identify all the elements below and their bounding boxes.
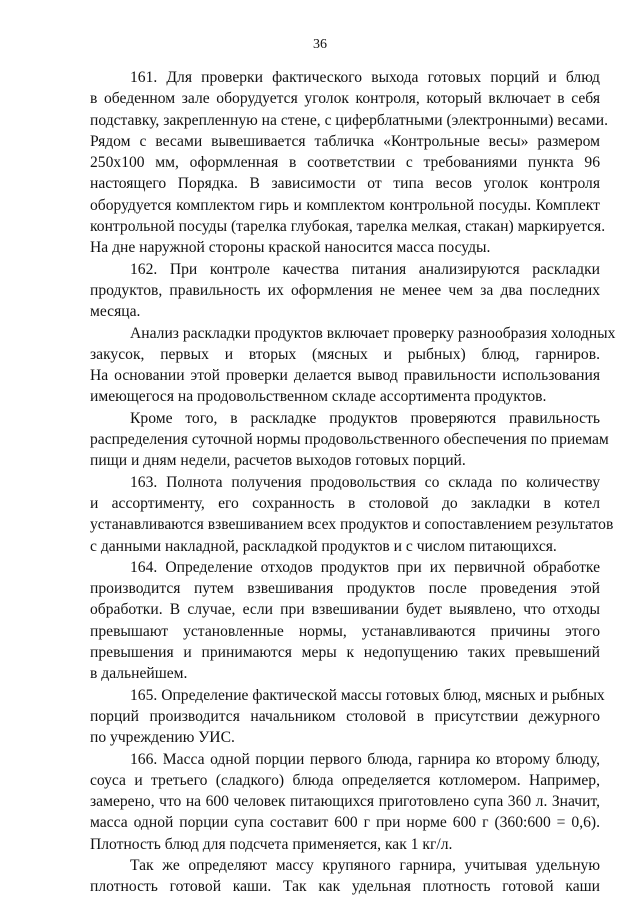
text-line: Кроме того, в раскладке продуктов проверяются правильность: [130, 409, 600, 427]
text-line: масса одной порции супа составит 600 г при норме 600 г (360:600 = 0,6).: [90, 814, 600, 832]
text-line: плотность готовой каши. Так как удельная плотность готовой каши: [90, 878, 600, 896]
text-line: и ассортименту, его сохранность в столовой до закладки в котел: [90, 494, 600, 512]
text-line: в обеденном зале оборудуется уголок контроля, который включает в себя: [90, 90, 600, 108]
text-line: Так же определяют массу крупяного гарнира, учитывая удельную: [130, 856, 600, 874]
text-line: 161. Для проверки фактического выхода готовых порций и блюд: [130, 69, 600, 86]
text-line: обработки. В случае, если при взвешивании будет выявлено, что отходы: [90, 601, 600, 619]
text-line: продуктов, правильность их оформления не менее чем за два последних: [90, 281, 600, 299]
paragraph: [90, 749, 600, 855]
paragraph: [90, 557, 600, 685]
text-line: Плотность блюд для подсчета применяется, как 1 кг/л.: [90, 835, 453, 853]
page-number: 36: [313, 37, 327, 52]
document-body: [90, 67, 616, 898]
paragraph: [90, 472, 614, 557]
text-line: месяца.: [90, 303, 141, 321]
text-line: 250x100 мм, оформленная в соответствии с требованиями пункта 96: [90, 154, 600, 172]
text-line: 163. Полнота получения продовольствия со склада по количеству: [130, 473, 600, 491]
text-line: превышают установленные нормы, устанавливаются причины этого: [90, 622, 600, 640]
text-line: оборудуется комплектом гирь и комплектом контрольной посуды. Комплект: [90, 196, 600, 214]
paragraph: [90, 67, 608, 259]
text-line: замерено, что на 600 человек питающихся приготовлено супа 360 л. Значит,: [90, 793, 600, 811]
text-line: контрольной посуды (тарелка глубокая, тарелка мелкая, стакан) маркируется.: [90, 218, 606, 236]
text-line: 164. Определение отходов продуктов при их первичной обработке: [130, 558, 600, 576]
text-line: устанавливаются взвешиванием всех продуктов и сопоставлением результатов: [90, 516, 614, 534]
paragraph: [90, 685, 605, 749]
text-line: производится путем взвешивания продуктов после проведения этой: [90, 580, 600, 598]
text-line: распределения суточной нормы продовольственного обеспечения по приемам: [90, 431, 609, 449]
text-line: На дне наружной стороны краской наносится масса посуды.: [90, 239, 491, 257]
text-line: по учреждению УИС.: [90, 729, 235, 747]
text-line: 162. При контроле качества питания анализируются раскладки: [130, 260, 600, 278]
paragraph: [90, 323, 616, 408]
text-line: в дальнейшем.: [90, 665, 188, 683]
paragraph: [90, 408, 609, 472]
paragraph: [90, 855, 600, 898]
text-line: 165. Определение фактической массы готовых блюд, мясных и рыбных: [130, 686, 605, 704]
text-line: настоящего Порядка. В зависимости от типа весов уголок контроля: [90, 175, 600, 193]
text-line: превышения и принимаются меры к недопущению таких превышений: [90, 644, 600, 662]
text-line: Анализ раскладки продуктов включает проверку разнообразия холодных: [130, 324, 616, 342]
text-line: порций производится начальником столовой в присутствии дежурного: [90, 707, 600, 725]
text-line: Рядом с весами вывешивается табличка «Контрольные весы» размером: [90, 132, 600, 150]
text-line: закусок, первых и вторых (мясных и рыбных) блюд, гарниров.: [90, 345, 600, 363]
text-line: с данными накладной, раскладкой продуктов и с числом питающихся.: [90, 537, 557, 555]
text-line: подставку, закрепленную на стене, с циферблатными (электронными) весами.: [90, 111, 608, 129]
text-line: На основании этой проверки делается вывод правильности использования: [90, 367, 600, 385]
text-line: соуса и третьего (сладкого) блюда определяется котломером. Например,: [90, 771, 600, 789]
paragraph: [90, 259, 600, 323]
text-line: 166. Масса одной порции первого блюда, гарнира ко второму блюду,: [130, 750, 600, 768]
text-line: имеющегося на продовольственном складе ассортимента продуктов.: [90, 388, 547, 406]
text-line: пищи и дням недели, расчетов выходов готовых порций.: [90, 452, 466, 470]
